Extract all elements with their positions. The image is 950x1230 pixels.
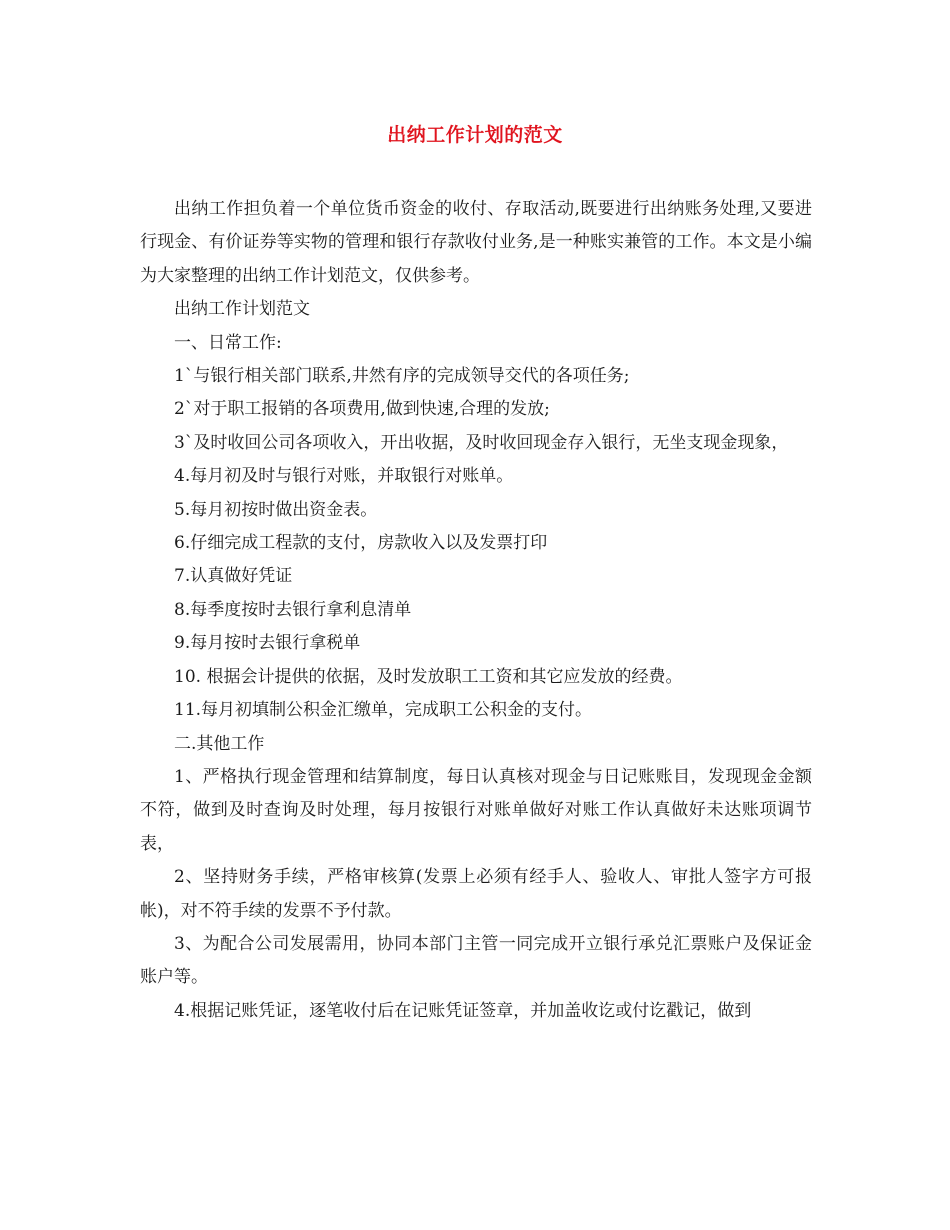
list-item: 7.认真做好凭证 [174, 566, 293, 587]
list-item: 3、为配合公司发展需用，协同本部门主管一同完成开立银行承兑汇票账户及保证金账户等。 [140, 933, 812, 988]
list-item: 2、坚持财务手续，严格审核算(发票上必须有经手人、验收人、审批人签字方可报帐)，对不符手续的发票不予付款。 [140, 867, 812, 921]
intro-paragraph: 出纳工作担负着一个单位货币资金的收付、存取活动,既要进行出纳账务处理,又要进行现金、有价证券等实物的管理和银行存款收付业务,是一种账实兼管的工作。本文是小编为大家整理的出纳工作计划范文，仅供参考。 [140, 199, 812, 286]
document-body [140, 193, 812, 1028]
list-item: 11.每月初填制公积金汇缴单，完成职工公积金的支付。 [174, 700, 593, 721]
list-item: 1、严格执行现金管理和结算制度，每日认真核对现金与日记账账目，发现现金金额不符，做到及时查询及时处理，每月按银行对账单做好对账工作认真做好未达账项调节表， [140, 766, 812, 854]
list-item: 2`对于职工报销的各项费用,做到快速,合理的发放; [174, 399, 550, 420]
list-item: 4.每月初及时与银行对账，并取银行对账单。 [174, 466, 514, 487]
list-item: 4.根据记账凭证，逐笔收付后在记账凭证签章，并加盖收讫或付讫戳记，做到 [174, 1000, 752, 1021]
section-heading-daily-work: 一、日常工作: [174, 332, 282, 353]
list-item: 10. 根据会计提供的依据，及时发放职工工资和其它应发放的经费。 [174, 666, 683, 687]
document-title: 出纳工作计划的范文 [387, 124, 563, 146]
section-heading-other-work: 二.其他工作 [174, 733, 265, 754]
list-item: 3`及时收回公司各项收入，开出收据，及时收回现金存入银行，无坐支现金现象， [174, 432, 789, 453]
list-item: 5.每月初按时做出资金表。 [174, 499, 378, 520]
plan-heading: 出纳工作计划范文 [174, 299, 310, 320]
list-item: 8.每季度按时去银行拿利息清单 [174, 599, 412, 620]
list-item: 9.每月按时去银行拿税单 [174, 633, 361, 654]
list-item: 1`与银行相关部门联系,井然有序的完成领导交代的各项任务; [174, 366, 630, 387]
list-item: 6.仔细完成工程款的支付，房款收入以及发票打印 [174, 533, 548, 554]
